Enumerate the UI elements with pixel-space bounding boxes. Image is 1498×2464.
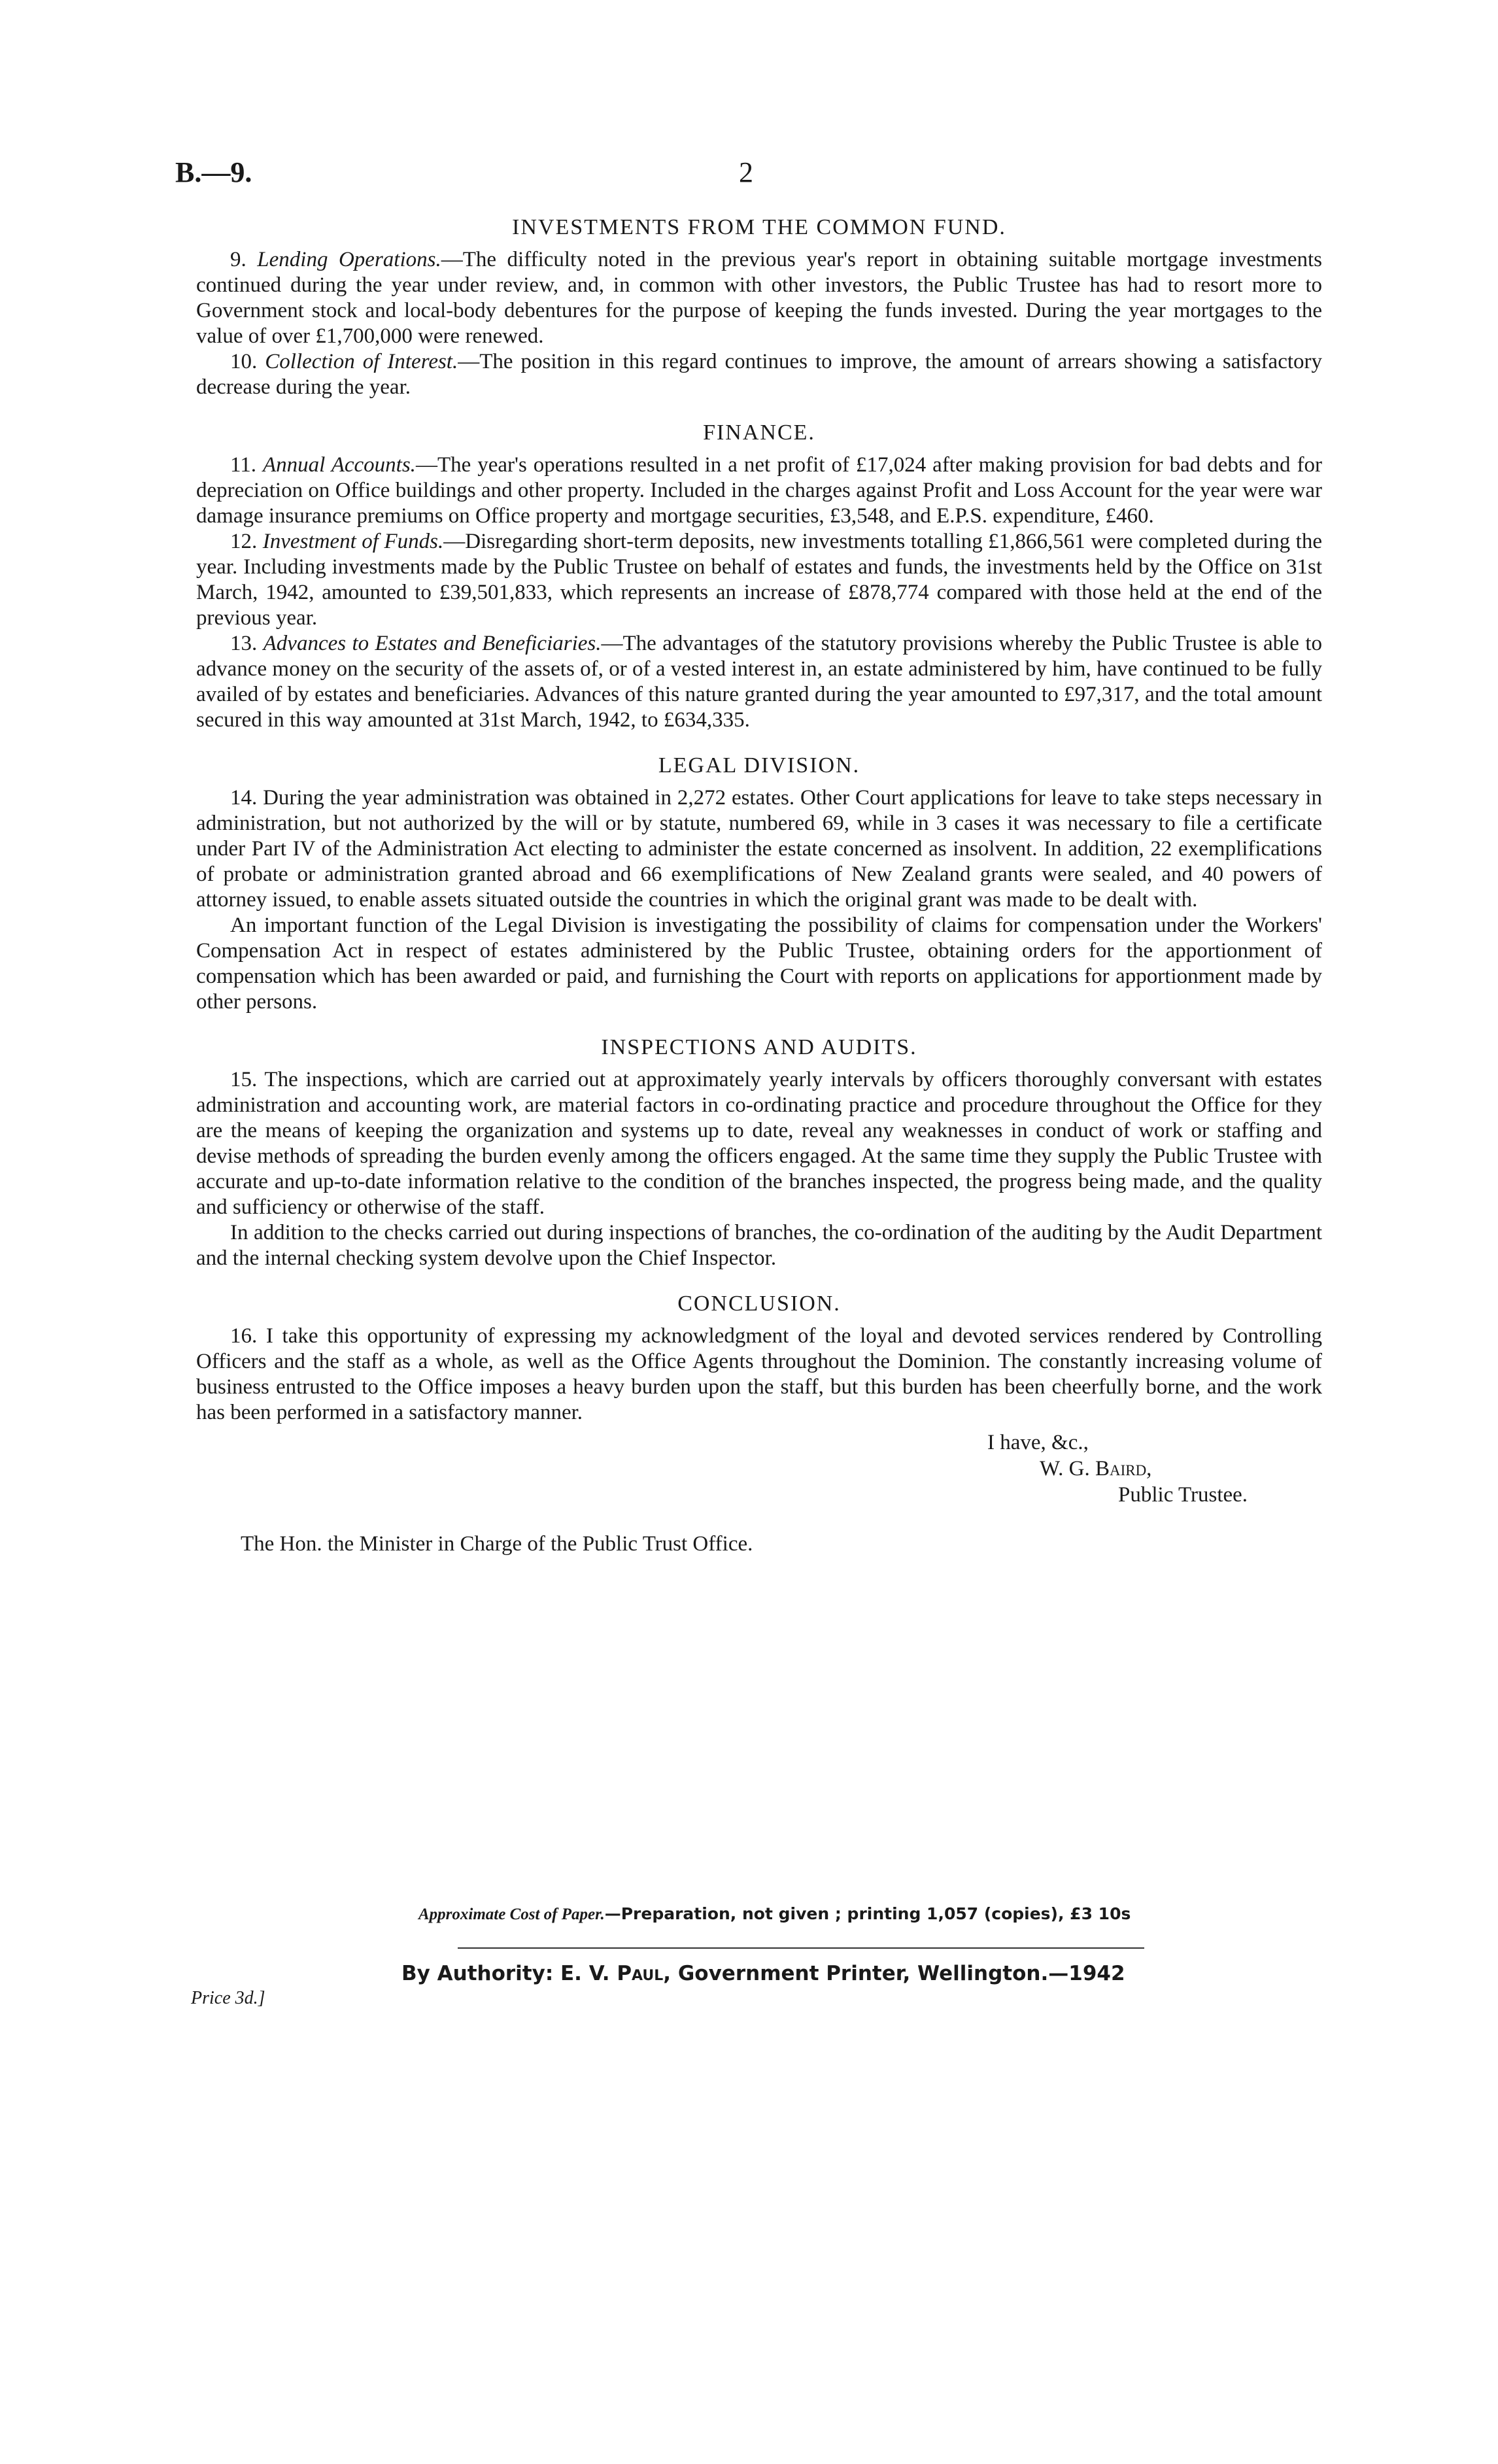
paragraph: 9. Lending Operations.—The difficulty noted in the previous year's report in obtaining suitable mortgage investments continued during the year under review, and, in common with other investors, the Public Trustee has had to resort more to Government stock and local-body debentures for the purpose of keeping the funds invested. During the year mortgages to the value of over £1,700,000 were renewed. [196,248,1323,348]
section-heading: INVESTMENTS FROM THE COMMON FUND. [512,215,1006,239]
signature-block [987,1429,1322,1508]
paragraph-title: Annual Accounts. [263,453,416,477]
paragraph: 15. The inspections, which are carried out at approximately yearly intervals by officers thoroughly conversant with estates administration and accounting work, are material factors in co-ordinating practice and procedure throughout the Office for they are the means of keeping the organization and systems up to date, reveal any weaknesses in conduct of work or staffing and devise methods of spreading the burden evenly among the officers engaged. At the same time they supply the Public Trustee with accurate and up-to-date information relative to the condition of the branches inspected, the progress being made, and the quality and sufficiency or otherwise of the staff. [196,1068,1322,1219]
signatory-title: Public Trustee. [1118,1483,1248,1507]
section-finance [196,420,1322,733]
section-inspections [196,1035,1322,1271]
footer-divider [458,1947,1144,1949]
section-conclusion [196,1291,1322,1426]
paragraph-title: Lending Operations. [257,248,441,271]
paragraph: 12. Investment of Funds.—Disregarding short-term deposits, new investments totalling £1,866,561 were completed during the year. Including investments made by the Public Trustee on behalf of estates and funds, the investments held by the Office on 31st March, 1942, amounted to £39,501,833, which represents an increase of £878,774 compared with those held at the end of the previous year. [196,530,1323,630]
paragraph: 11. Annual Accounts.—The year's operations resulted in a net profit of £17,024 after making provision for bad debts and for depreciation on Office buildings and other property. Included in the charges against Profit and Loss Account for the year were war damage insurance premiums on Office property and mortgage securities, £3,548, and E.P.S. expenditure, £460. [196,453,1322,528]
section-heading: INSPECTIONS AND AUDITS. [601,1035,917,1059]
paragraph: 16. I take this opportunity of expressing my acknowledgment of the loyal and devoted services rendered by Controlling Officers and the staff as a whole, as well as the Office Agents throughout the Dominion. The constantly increasing volume of business entrusted to the Office imposes a heavy burden upon the staff, but this burden has been cheerfully borne, and the work has been performed in a satisfactory manner. [196,1324,1322,1424]
section-heading: FINANCE. [703,420,815,445]
section-heading: LEGAL DIVISION. [658,753,860,778]
section-heading: CONCLUSION. [677,1292,841,1316]
page-number: 2 [739,156,753,188]
signatory-name: W. G. Baird, [1040,1457,1152,1480]
cost-of-paper-note: Approximate Cost of Paper.—Preparation, not given ; printing 1,057 (copies), £3 10s [418,1904,1131,1923]
section-investments [196,214,1322,400]
paragraph-title: Investment of Funds. [262,530,444,553]
paragraph: 14. During the year administration was obtained in 2,272 estates. Other Court applications for leave to take steps necessary in administration, but not authorized by the will or by statute, numbered 69, while in 3 cases it was necessary to file a certificate under Part IV of the Administration Act electing to administer the estate concerned as insolvent. In addition, 22 exemplifications of probate or administration granted abroad and 66 exemplifications of New Zealand grants were sealed, and 40 powers of attorney issued, to enable assets situated outside the countries in which the original grant was made to be dealt with. [196,786,1322,912]
price-note: Price 3d.] [191,1988,265,2008]
addressee: The Hon. the Minister in Charge of the Public Trust Office. [241,1532,753,1556]
paragraph-title: Advances to Estates and Beneficiaries. [263,632,602,655]
section-legal-division [196,753,1322,1015]
paragraph-title: Collection of Interest. [265,350,458,373]
document-body [196,214,1322,1557]
paragraph: In addition to the checks carried out during inspections of branches, the co-ordination of the auditing by the Audit Department and the internal checking system devolve upon the Chief Inspector. [196,1221,1322,1270]
paragraph: An important function of the Legal Division is investigating the possibility of claims for compensation under the Workers' Compensation Act in respect of estates administered by the Public Trustee, obtaining orders for the apportionment of compensation which has been awarded or paid, and furnishing the Court with reports on applications for apportionment made by other persons. [196,914,1322,1014]
paragraph: 13. Advances to Estates and Beneficiaries.—The advantages of the statutory provisions whereby the Public Trustee is able to advance money on the security of the assets of, or of a vested interest in, an estate administered by him, have continued to be fully availed of by estates and beneficiaries. Advances of this nature granted during the year amounted to £97,317, and the total amount secured in this way amounted at 31st March, 1942, to £634,335. [196,632,1322,732]
printing-authority: By Authority: E. V. Paul, Government Printer, Wellington.—1942 [401,1962,1125,1985]
paragraph: 10. Collection of Interest.—The position in this regard continues to improve, the amount of arrears showing a satisfactory decrease during the year. [196,350,1322,399]
document-reference: B.—9. [175,156,252,188]
closing-salutation: I have, &c., [987,1431,1089,1454]
